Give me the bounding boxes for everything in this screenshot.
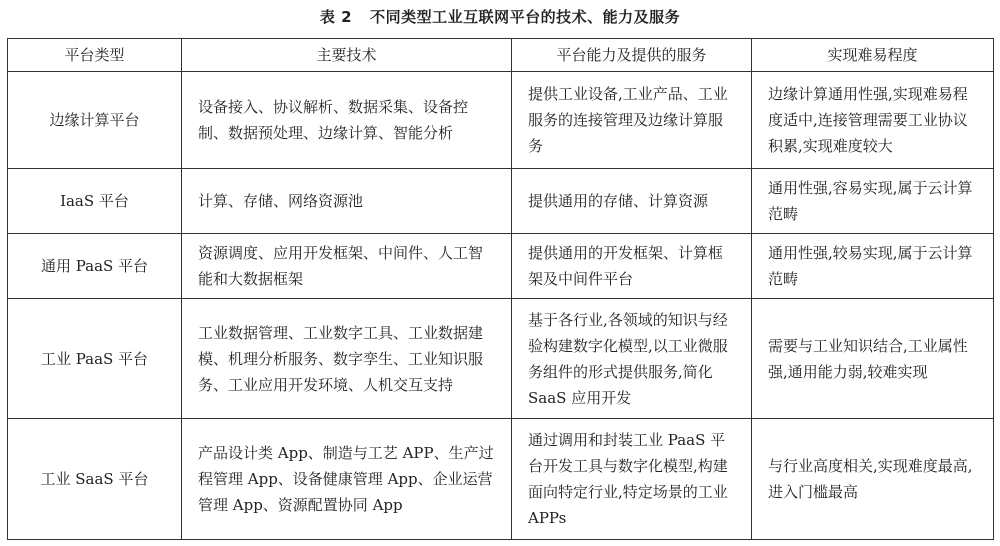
- platform-comparison-table: [7, 38, 994, 540]
- header-platform-type: 平台类型: [8, 39, 182, 72]
- cell-capability-service: 提供通用的存储、计算资源: [512, 169, 752, 234]
- cell-difficulty: 边缘计算通用性强,实现难易程度适中,连接管理需要工业协议积累,实现难度较大: [752, 72, 994, 169]
- cell-platform-type: IaaS 平台: [8, 169, 182, 234]
- cell-capability-service: 基于各行业,各领域的知识与经验构建数字化模型,以工业微服务组件的形式提供服务,简化 SaaS 应用开发: [512, 299, 752, 419]
- cell-main-technology: 计算、存储、网络资源池: [182, 169, 512, 234]
- cell-platform-type: 工业 SaaS 平台: [8, 419, 182, 540]
- table-row: [8, 234, 994, 299]
- cell-capability-service: 提供工业设备,工业产品、工业服务的连接管理及边缘计算服务: [512, 72, 752, 169]
- table-row: [8, 72, 994, 169]
- cell-main-technology: 资源调度、应用开发框架、中间件、人工智能和大数据框架: [182, 234, 512, 299]
- cell-difficulty: 通用性强,较易实现,属于云计算范畴: [752, 234, 994, 299]
- table-row: [8, 169, 994, 234]
- header-main-technology: 主要技术: [182, 39, 512, 72]
- table-caption: [0, 6, 1000, 27]
- header-capability-service: 平台能力及提供的服务: [512, 39, 752, 72]
- cell-platform-type: 通用 PaaS 平台: [8, 234, 182, 299]
- cell-difficulty: 与行业高度相关,实现难度最高,进入门槛最高: [752, 419, 994, 540]
- header-row: [8, 39, 994, 72]
- table-number: 表 2: [319, 8, 353, 26]
- cell-platform-type: 边缘计算平台: [8, 72, 182, 169]
- table-row: [8, 419, 994, 540]
- header-difficulty: 实现难易程度: [752, 39, 994, 72]
- cell-main-technology: 设备接入、协议解析、数据采集、设备控制、数据预处理、边缘计算、智能分析: [182, 72, 512, 169]
- cell-platform-type: 工业 PaaS 平台: [8, 299, 182, 419]
- cell-difficulty: 通用性强,容易实现,属于云计算范畴: [752, 169, 994, 234]
- cell-capability-service: 提供通用的开发框架、计算框架及中间件平台: [512, 234, 752, 299]
- cell-difficulty: 需要与工业知识结合,工业属性强,通用能力弱,较难实现: [752, 299, 994, 419]
- table-row: [8, 299, 994, 419]
- cell-main-technology: 工业数据管理、工业数字工具、工业数据建模、机理分析服务、数字孪生、工业知识服务、工业应用开发环境、人机交互支持: [182, 299, 512, 419]
- cell-capability-service: 通过调用和封装工业 PaaS 平台开发工具与数字化模型,构建面向特定行业,特定场景的工业 APPs: [512, 419, 752, 540]
- cell-main-technology: 产品设计类 App、制造与工艺 APP、生产过程管理 App、设备健康管理 App、企业运营管理 App、资源配置协同 App: [182, 419, 512, 540]
- table-title: 不同类型工业互联网平台的技术、能力及服务: [370, 8, 681, 26]
